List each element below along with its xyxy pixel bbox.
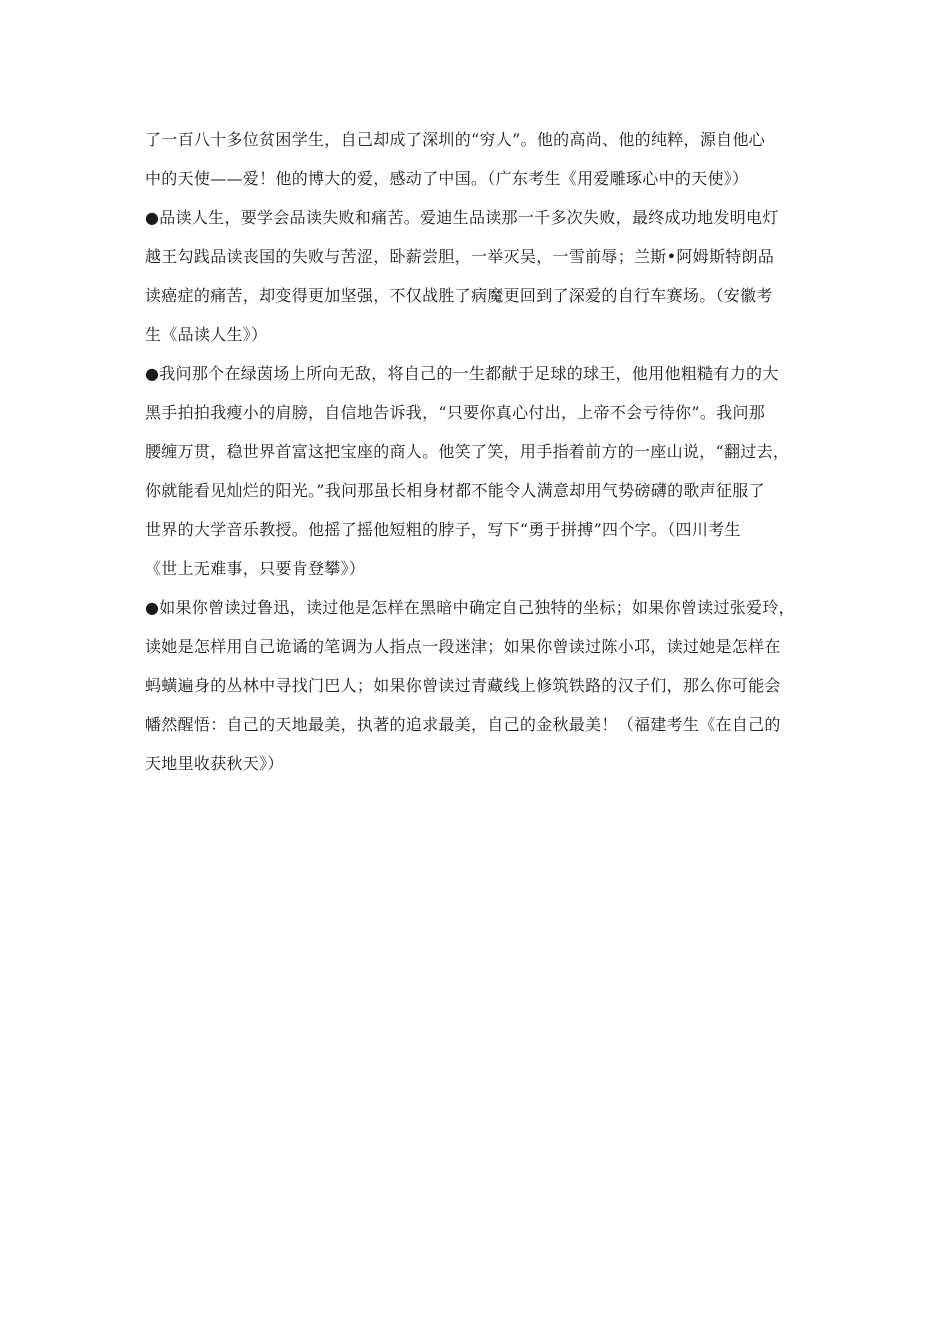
text-line: 了一百八十多位贫困学生，自己却成了深圳的“穷人”。他的高尚、他的纯粹，源自他心 bbox=[145, 130, 766, 149]
text-line: 腰缠万贯，稳世界首富这把宝座的商人。他笑了笑，用手指着前方的一座山说，“翻过去， bbox=[145, 442, 790, 461]
text-line: 读她是怎样用自己诡谲的笔调为人指点一段迷津；如果你曾读过陈小邛，读过她是怎样在 bbox=[145, 637, 781, 656]
text-line: 世界的大学音乐教授。他摇了摇他短粗的脖子，写下“勇于拼搏”四个字。（四川考生 bbox=[145, 520, 741, 539]
text-line: 《世上无难事，只要肯登攀》） bbox=[145, 559, 366, 578]
text-line: 天地里收获秋天》） bbox=[145, 754, 284, 773]
text-line: ●如果你曾读过鲁迅，读过他是怎样在黑暗中确定自己独特的坐标；如果你曾读过张爱玲， bbox=[145, 598, 795, 617]
text-line: 黑手拍拍我瘦小的肩膀，自信地告诉我，“只要你真心付出，上帝不会亏待你”。我问那 bbox=[145, 403, 766, 422]
text-line: 越王勾践品读丧国的失败与苦涩，卧薪尝胆，一举灭吴，一雪前辱；兰斯•阿姆斯特朗品 bbox=[145, 247, 775, 266]
text-line: ●品读人生，要学会品读失败和痛苦。爱迪生品读那一千多次失败，最终成功地发明电灯 bbox=[145, 208, 779, 227]
text-line: 幡然醒悟：自己的天地最美，执著的追求最美，自己的金秋最美！（福建考生《在自己的 bbox=[145, 715, 781, 734]
text-line: 读癌症的痛苦，却变得更加坚强，不仅战胜了病魔更回到了深爱的自行车赛场。（安徽考 bbox=[145, 286, 773, 305]
text-line: 生《品读人生》） bbox=[145, 325, 268, 344]
text-line: 蚂蟥遍身的丛林中寻找门巴人；如果你曾读过青藏线上修筑铁路的汉子们，那么你可能会 bbox=[145, 676, 781, 695]
document-body bbox=[145, 120, 825, 783]
text-line: ●我问那个在绿茵场上所向无敌，将自己的一生都献于足球的球王，他用他粗糙有力的大 bbox=[145, 364, 779, 383]
text-line: 中的天使——爱！他的博大的爱，感动了中国。（广东考生《用爱雕琢心中的天使》） bbox=[145, 169, 749, 188]
text-line: 你就能看见灿烂的阳光。”我问那虽长相身材都不能令人满意却用气势磅礴的歌声征服了 bbox=[145, 481, 765, 500]
